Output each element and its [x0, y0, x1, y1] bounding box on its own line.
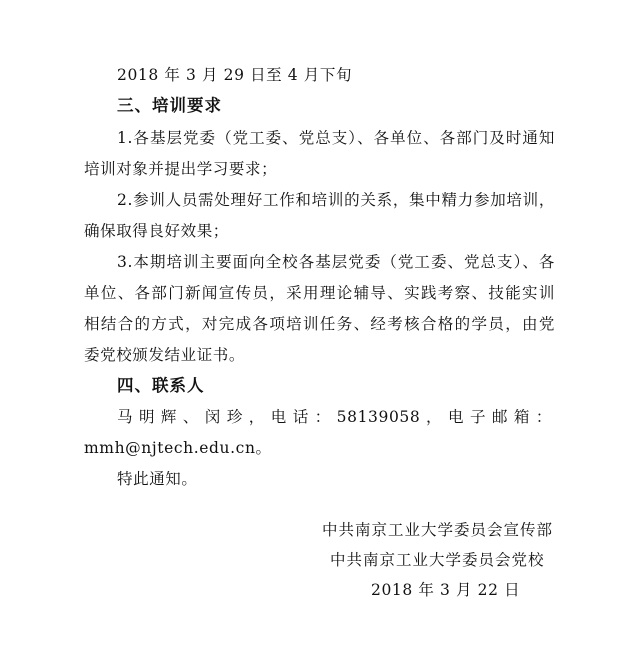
requirement-2-line-1: 2.参训人员需处理好工作和培训的关系，集中精力参加培训，: [117, 191, 555, 209]
signature-org-publicity-dept: 中共南京工业大学委员会宣传部: [322, 521, 554, 539]
section-heading-training-requirements: 三、培训要求: [117, 96, 222, 115]
requirement-3-line-3: 相结合的方式，对完成各项培训任务、经考核合格的学员，由党: [84, 315, 555, 333]
contact-info-line-1: 马 明 辉 、 闵 珍 ， 电 话 ： 58139058 ， 电 子 邮 箱 ：: [117, 408, 552, 426]
requirement-2-line-2: 确保取得良好效果；: [84, 222, 229, 240]
contact-email: mmh@njtech.edu.cn。: [84, 439, 272, 457]
section-heading-contact: 四、联系人: [117, 376, 205, 395]
requirement-3-line-1: 3.本期培训主要面向全校各基层党委（党工委、党总支）、各: [117, 253, 555, 271]
requirement-1-line-2: 培训对象并提出学习要求；: [84, 160, 278, 178]
requirement-1-line-1: 1.各基层党委（党工委、党总支）、各单位、各部门及时通知: [117, 129, 555, 147]
training-time-text: 2018 年 3 月 29 日至 4 月下旬: [117, 66, 353, 84]
closing-notice: 特此通知。: [117, 470, 198, 488]
requirement-3-line-2: 单位、各部门新闻宣传员，采用理论辅导、实践考察、技能实训: [84, 284, 555, 302]
signature-org-party-school: 中共南京工业大学委员会党校: [330, 551, 545, 569]
requirement-3-line-4: 委党校颁发结业证书。: [84, 346, 246, 364]
signature-date: 2018 年 3 月 22 日: [371, 581, 521, 599]
